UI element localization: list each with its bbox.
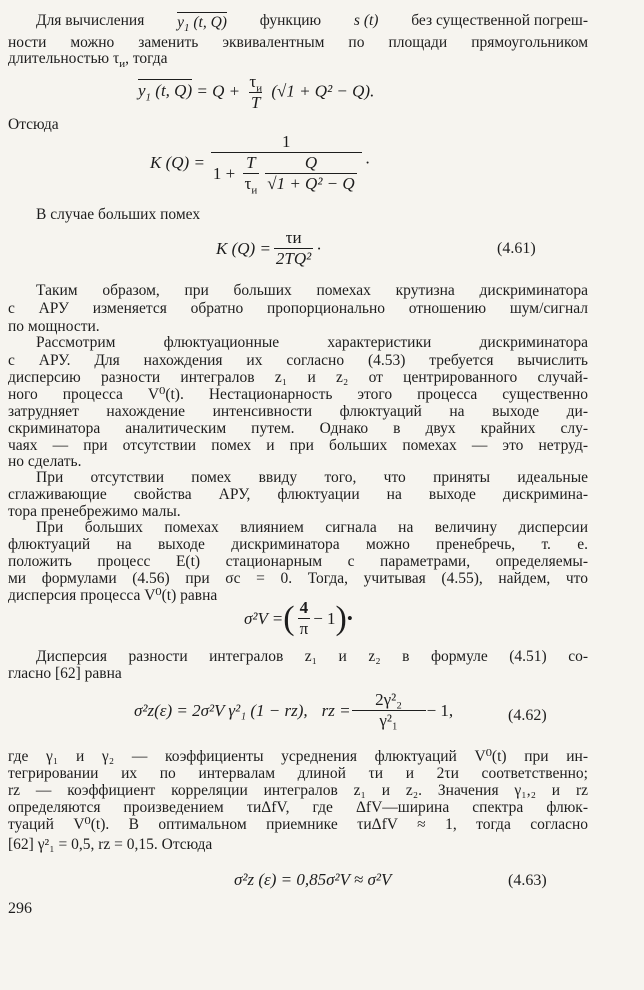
equation: K (Q) = $\frac{\tau и}{\text{2TQ²}}$ ·: [216, 228, 322, 268]
equation: σ²z (ε) = 0,85σ²V ≈ σ²V: [234, 870, 392, 889]
equation-number: (4.62): [508, 707, 547, 724]
text-line: флюктуаций на выходе дискриминатора можно пренебречь, т. е.: [8, 536, 588, 553]
equation-lhs: σ²V =: [244, 608, 284, 628]
text-line: [36, 12, 588, 35]
fraction-numerator: 2γ²₂: [375, 690, 403, 709]
text-line: rz — коэффициент корреляции интегралов z₁ и z₂. Значения γ₁,₂ и rz: [8, 782, 588, 799]
text-line: дисперсию разности интегралов z₁ и z₂ от центрированного случай-: [8, 369, 588, 386]
text-line: но сделать.: [8, 453, 82, 470]
text-line: по мощности.: [8, 318, 100, 335]
fraction-denominator: 1 + $\frac{T}{\tau_и}$ $\frac{Q}{\text{√1 + Q² − Q}}$: [211, 152, 362, 194]
text-fragment: функцию: [259, 12, 322, 29]
equation-number: (4.63): [508, 872, 547, 889]
text-line: с АРУ изменяется обратно пропорционально отношению шум/сигнал: [8, 300, 588, 317]
fraction-numerator: 1: [282, 132, 291, 151]
text-line: При отсутствии помех ввиду того, что приняты идеальные: [36, 469, 588, 486]
text-line: В случае больших помех: [36, 206, 201, 223]
equation-lhs: $y_1$ (t, Q): [138, 81, 193, 104]
equation-lhs: σ²z(ε) = 2σ²V γ²₁ (1 − rz),: [134, 700, 308, 720]
text-line: ности можно заменить эквивалентным по площади прямоугольником: [8, 34, 588, 51]
text-line: затрудняет нахождение интенсивности флюктуаций на выходе ди-: [8, 403, 588, 420]
fraction: [298, 598, 311, 639]
text-line: длительностью $\tau_и$, тогда: [8, 50, 168, 71]
text-fragment: без существенной погреш-: [411, 12, 588, 29]
equation-mid: rz =: [321, 700, 351, 720]
equation: K (Q) = 1 1 + $\frac{T}{\tau_и}$ $\frac{Q}{\text{√1 + Q² − Q}}$ ·: [150, 132, 371, 197]
paren-left: (: [283, 599, 295, 637]
text-line: Таким образом, при больших помехах крутизна дискриминатора: [36, 282, 588, 299]
equation-number: (4.61): [497, 240, 536, 257]
text-line: с АРУ. Для нахождения их согласно (4.53) требуется вычислить: [8, 352, 588, 369]
text-line: тора пренебрежимо малы.: [8, 503, 181, 520]
text-line: скриминатора аналитическим путем. Однако в двух крайних слу-: [8, 420, 588, 437]
text-fragment: , тогда: [125, 50, 168, 67]
equation: [138, 72, 374, 113]
fraction-denominator: π: [299, 619, 309, 638]
text-line: туаций V⁰(t). В оптимальном приемнике τиΔfV ≈ 1, тогда согласно: [8, 816, 588, 833]
text-line: Отсюда: [8, 116, 59, 133]
page-number: 296: [8, 900, 32, 917]
fraction-numerator: τи: [285, 228, 302, 247]
text-line: тегрировании их по интервалам длиной τи и 2τи соответственно;: [8, 765, 588, 782]
fraction-numerator: 4: [299, 598, 309, 617]
text-line: сглаживающие свойства АРУ, флюктуации на выходе дискримина-: [8, 486, 588, 503]
text-fragment: длительностью τ: [8, 50, 120, 67]
equation-lhs: K (Q) =: [216, 238, 271, 258]
text-line: гласно [62] равна: [8, 665, 122, 682]
fraction: [211, 132, 362, 197]
equation: σ²V = ( $\frac{4}{\pi}$ − 1 ) •: [244, 598, 353, 638]
text-line: ми формулами (4.56) при σc = 0. Тогда, учитывая (4.55), найдем, что: [8, 570, 588, 587]
equation-lhs: K (Q) =: [150, 153, 205, 172]
text-fragment: Для вычисления: [36, 12, 145, 29]
text-line: дисперсия процесса V⁰(t) равна: [8, 587, 218, 604]
inline-formula: s (t): [353, 12, 379, 29]
equation-rhs: = Q +: [196, 81, 241, 101]
fraction: [274, 228, 313, 269]
fraction: $\frac{\tau_и}{T}$: [249, 72, 263, 112]
equation: [134, 690, 453, 731]
equation-tail: (√1 + Q² − Q).: [271, 81, 375, 101]
fraction-denominator: γ²₁: [352, 710, 426, 731]
text-line: При больших помехах влиянием сигнала на величину дисперсии: [36, 519, 588, 536]
text-line: [62] γ²₁ = 0,5, rz = 0,15. Отсюда: [8, 836, 213, 853]
text-line: где γ₁ и γ₂ — коэффициенты усреднения флюктуаций V⁰(t) при ин-: [8, 748, 588, 765]
inline-formula: $y_1$ (t, Q): [177, 14, 227, 35]
equation-tail: − 1,: [426, 700, 454, 720]
paren-right: ): [335, 599, 347, 637]
fraction-denominator: 2TQ²: [275, 249, 312, 268]
fraction: [354, 690, 424, 731]
text-line: ного процесса V⁰(t). Нестационарность этого процесса существенно: [8, 386, 588, 403]
text-line: Рассмотрим флюктуационные характеристики дискриминатора: [36, 334, 588, 351]
text-line: Дисперсия разности интегралов z₁ и z₂ в формуле (4.51) со-: [36, 648, 588, 665]
equation-tail: − 1: [313, 608, 336, 628]
text-line: положить процесс E(t) стационарным с параметрами, определяемы-: [8, 553, 588, 570]
text-line: определяются произведением τиΔfV, где ΔfV—ширина спектра флюк-: [8, 799, 588, 816]
text-line: чаях — при отсутствии помех и при больших помехах — это нетруд-: [8, 437, 588, 454]
